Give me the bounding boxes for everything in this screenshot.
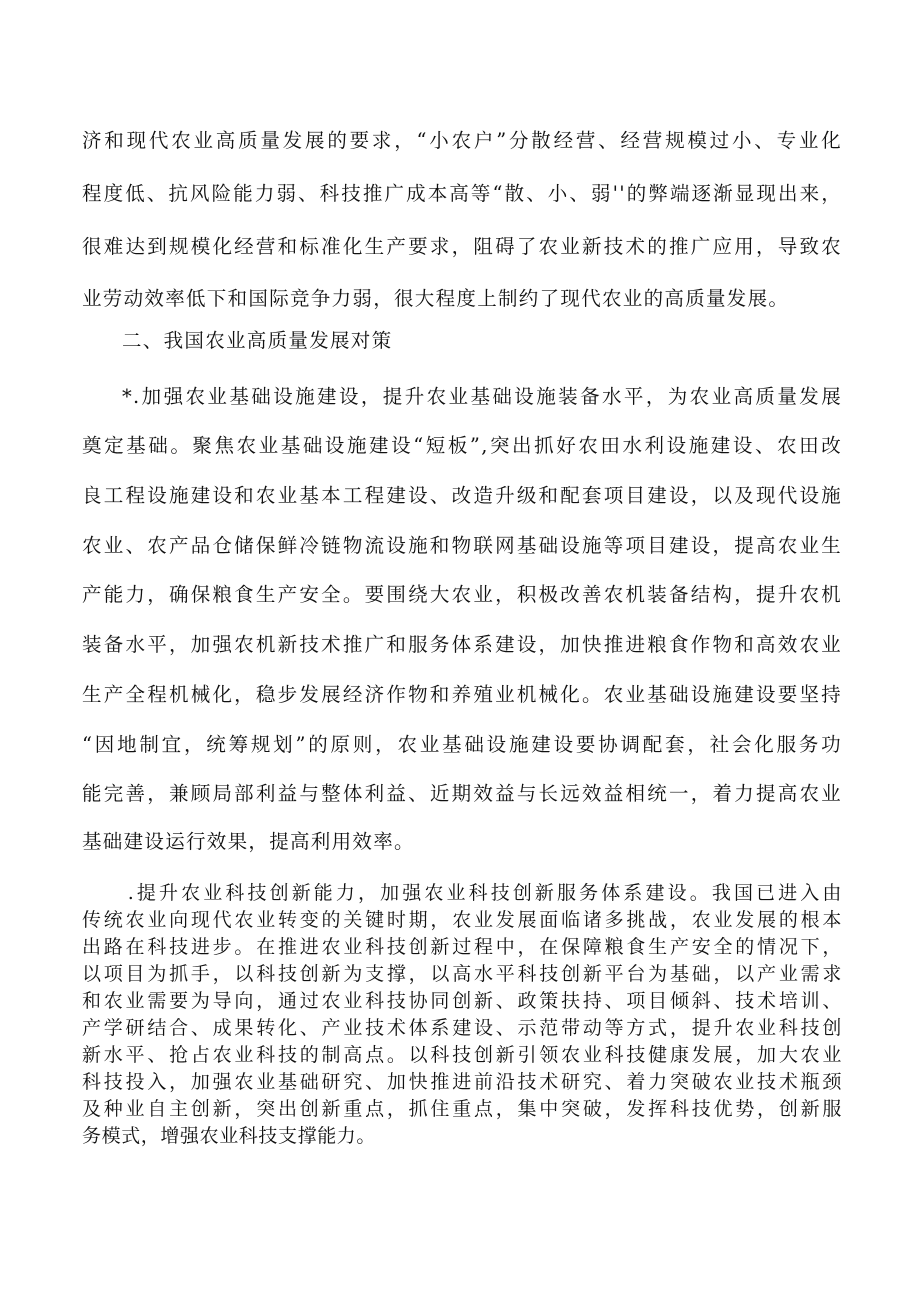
paragraph-3-line-4: 以项目为抓手，以科技创新为支撑，以高水平科技创新平台为基础，以产业需求 (82, 963, 842, 985)
paragraph-1-line-1: 济和现代农业高质量发展的要求，“小农户”分散经营、经营规模过小、专业化 (82, 129, 842, 152)
paragraph-3-line-2: 传统农业向现代农业转变的关键时期，农业发展面临诸多挑战，农业发展的根本 (82, 909, 842, 931)
paragraph-3-line-7: 新水平、抢占农业科技的制高点。以科技创新引领农业科技健康发展，加大农业 (82, 1044, 842, 1066)
paragraph-3-line-3: 出路在科技进步。在推进农业科技创新过程中，在保障粮食生产安全的情况下， (82, 936, 842, 958)
section-heading: 二、我国农业高质量发展对策 (122, 329, 393, 352)
paragraph-2-line-8: “因地制宜，统筹规划”的原则，农业基础设施建设要协调配套，社会化服务功 (82, 733, 842, 756)
paragraph-1-line-3: 很难达到规模化经营和标准化生产要求，阻碍了农业新技术的推广应用，导致农 (82, 235, 842, 258)
paragraph-3-line-1: .提升农业科技创新能力，加强农业科技创新服务体系建设。我国已进入由 (82, 882, 842, 904)
paragraph-3-line-6: 产学研结合、成果转化、产业技术体系建设、示范带动等方式，提升农业科技创 (82, 1017, 842, 1039)
paragraph-2-line-5: 产能力，确保粮食生产安全。要围绕大农业，积极改善农机装备结构，提升农机 (82, 583, 842, 606)
paragraph-2-line-9: 能完善，兼顾局部利益与整体利益、近期效益与长远效益相统一，着力提高农业 (82, 782, 842, 805)
paragraph-1-line-4: 业劳动效率低下和国际竞争力弱，很大程度上制约了现代农业的高质量发展。 (82, 287, 790, 310)
paragraph-2-line-6: 装备水平，加强农机新技术推广和服务体系建设，加快推进粮食作物和高效农业 (82, 633, 842, 656)
paragraph-2-line-3: 良工程设施建设和农业基本工程建设、改造升级和配套项目建设，以及现代设施 (82, 484, 842, 507)
paragraph-3-line-8: 科技投入，加强农业基础研究、加快推进前沿技术研究、着力突破农业技术瓶颈 (82, 1071, 842, 1093)
paragraph-2-line-1: *.加强农业基础设施建设，提升农业基础设施装备水平，为农业高质量发展 (122, 385, 842, 408)
paragraph-2-line-10: 基础建设运行效果，提高利用效率。 (82, 830, 415, 853)
paragraph-1-line-2: 程度低、抗风险能力弱、科技推广成本高等“散、小、弱''的弊端逐渐显现出来， (82, 182, 842, 205)
paragraph-2-line-2: 奠定基础。聚焦农业基础设施建设“短板”,突出抓好农田水利设施建设、农田改 (82, 434, 842, 457)
paragraph-2-line-4: 农业、农产品仓储保鲜冷链物流设施和物联网基础设施等项目建设，提高农业生 (82, 534, 842, 557)
paragraph-3-line-9: 及种业自主创新，突出创新重点，抓住重点，集中突破，发挥科技优势，创新服 (82, 1098, 842, 1120)
paragraph-2-line-7: 生产全程机械化，稳步发展经济作物和养殖业机械化。农业基础设施建设要坚持 (82, 683, 842, 706)
paragraph-3-line-10: 务模式，增强农业科技支撑能力。 (82, 1125, 377, 1147)
paragraph-3-line-5: 和农业需要为导向，通过农业科技协同创新、政策扶持、项目倾斜、技术培训、 (82, 990, 842, 1012)
